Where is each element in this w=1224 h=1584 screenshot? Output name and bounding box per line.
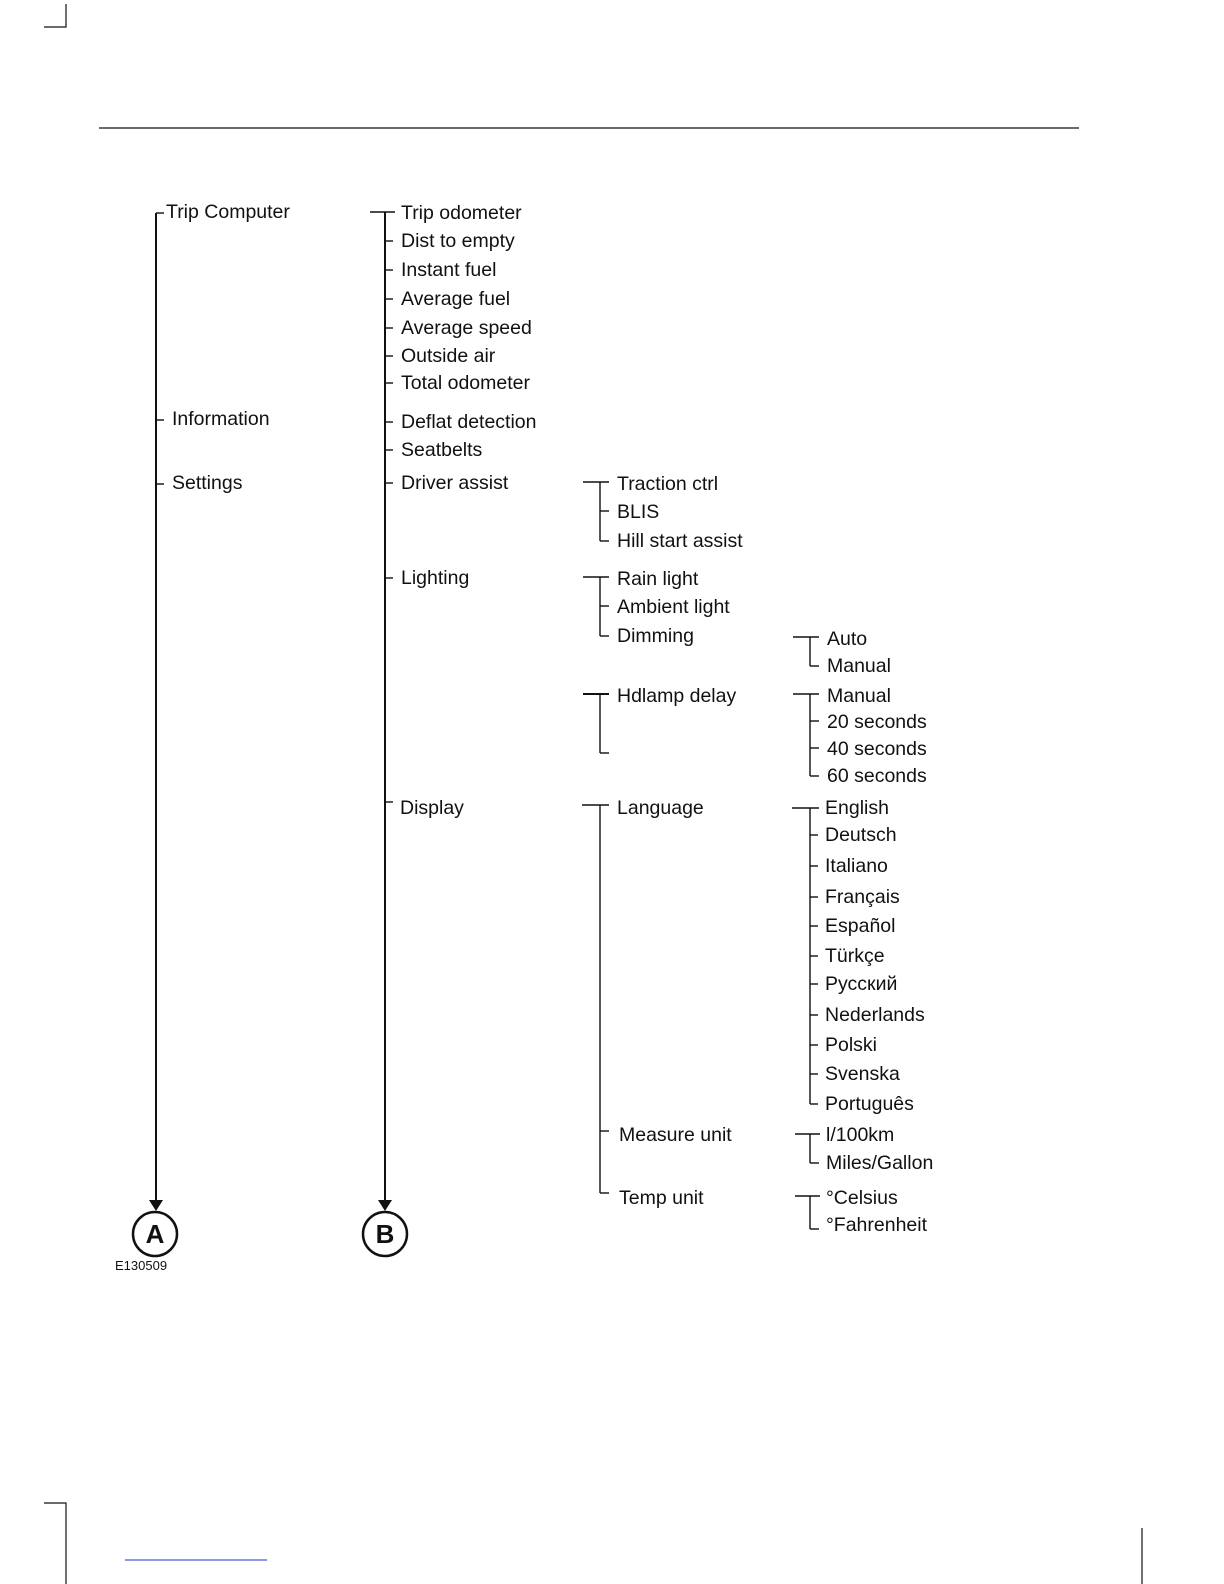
connector-a-label: A bbox=[145, 1219, 165, 1249]
list-item: English bbox=[825, 797, 889, 819]
list-item: Italiano bbox=[825, 855, 888, 877]
information-items bbox=[385, 411, 537, 461]
list-item: Average fuel bbox=[401, 288, 511, 310]
list-item: Svenska bbox=[825, 1063, 900, 1085]
list-item: Average speed bbox=[401, 317, 532, 339]
list-item: Français bbox=[825, 886, 900, 908]
list-item: Outside air bbox=[401, 345, 496, 367]
crop-mark-bottom-left bbox=[44, 1503, 66, 1584]
list-item: °Celsius bbox=[826, 1187, 898, 1209]
display-items bbox=[582, 797, 732, 1209]
dimming-options bbox=[793, 628, 891, 677]
connector-b-label: B bbox=[375, 1219, 395, 1249]
menu-dimming: Dimming bbox=[617, 625, 694, 647]
hdlamp-delay-options bbox=[793, 685, 927, 787]
menu-measure-unit: Measure unit bbox=[619, 1124, 732, 1146]
list-item: Miles/Gallon bbox=[826, 1152, 934, 1174]
temp-unit-options bbox=[795, 1187, 928, 1236]
list-item: Seatbelts bbox=[401, 439, 483, 461]
driver-assist-items bbox=[583, 473, 743, 552]
list-item: Manual bbox=[827, 685, 891, 707]
list-item: Total odometer bbox=[401, 372, 530, 394]
menu-trip-computer: Trip Computer bbox=[166, 201, 290, 223]
list-item: °Fahrenheit bbox=[826, 1214, 928, 1236]
list-item: 20 seconds bbox=[827, 711, 927, 733]
arrow-down-icon-b bbox=[378, 1200, 392, 1211]
list-item: Polski bbox=[825, 1034, 878, 1056]
list-item: Hill start assist bbox=[617, 530, 743, 552]
list-item: 40 seconds bbox=[827, 738, 927, 760]
menu-rain-light: Rain light bbox=[617, 568, 699, 590]
menu-language: Language bbox=[617, 797, 704, 819]
list-item: Auto bbox=[827, 628, 868, 650]
list-item: Trip odometer bbox=[401, 202, 522, 224]
list-item: Deutsch bbox=[825, 824, 897, 846]
list-item: Español bbox=[825, 915, 896, 937]
list-item: BLIS bbox=[617, 501, 660, 523]
list-item: Manual bbox=[827, 655, 891, 677]
list-item: 60 seconds bbox=[827, 765, 927, 787]
measure-unit-options bbox=[795, 1124, 933, 1174]
lighting-items bbox=[583, 568, 736, 753]
list-item: Instant fuel bbox=[401, 259, 497, 281]
menu-hdlamp-delay: Hdlamp delay bbox=[617, 685, 737, 707]
list-item: Türkçe bbox=[825, 945, 885, 967]
crop-mark-top-left bbox=[44, 4, 66, 27]
menu-information: Information bbox=[172, 408, 270, 430]
settings-items bbox=[385, 472, 509, 819]
list-item: Dist to empty bbox=[401, 230, 515, 252]
menu-settings: Settings bbox=[172, 472, 243, 494]
menu-driver-assist: Driver assist bbox=[401, 472, 509, 494]
menu-temp-unit: Temp unit bbox=[619, 1187, 704, 1209]
menu-lighting: Lighting bbox=[401, 567, 470, 589]
language-options bbox=[792, 797, 925, 1115]
list-item: Português bbox=[825, 1093, 914, 1115]
list-item: l/100km bbox=[826, 1124, 895, 1146]
list-item: Traction ctrl bbox=[617, 473, 719, 495]
arrow-down-icon-a bbox=[149, 1200, 163, 1211]
menu-ambient-light: Ambient light bbox=[617, 596, 730, 618]
trip-computer-items bbox=[385, 202, 532, 394]
list-item: Nederlands bbox=[825, 1004, 925, 1026]
figure-id: E130509 bbox=[115, 1258, 168, 1273]
list-item: Deflat detection bbox=[401, 411, 537, 433]
menu-display: Display bbox=[400, 797, 464, 819]
list-item: Русский bbox=[825, 973, 898, 995]
